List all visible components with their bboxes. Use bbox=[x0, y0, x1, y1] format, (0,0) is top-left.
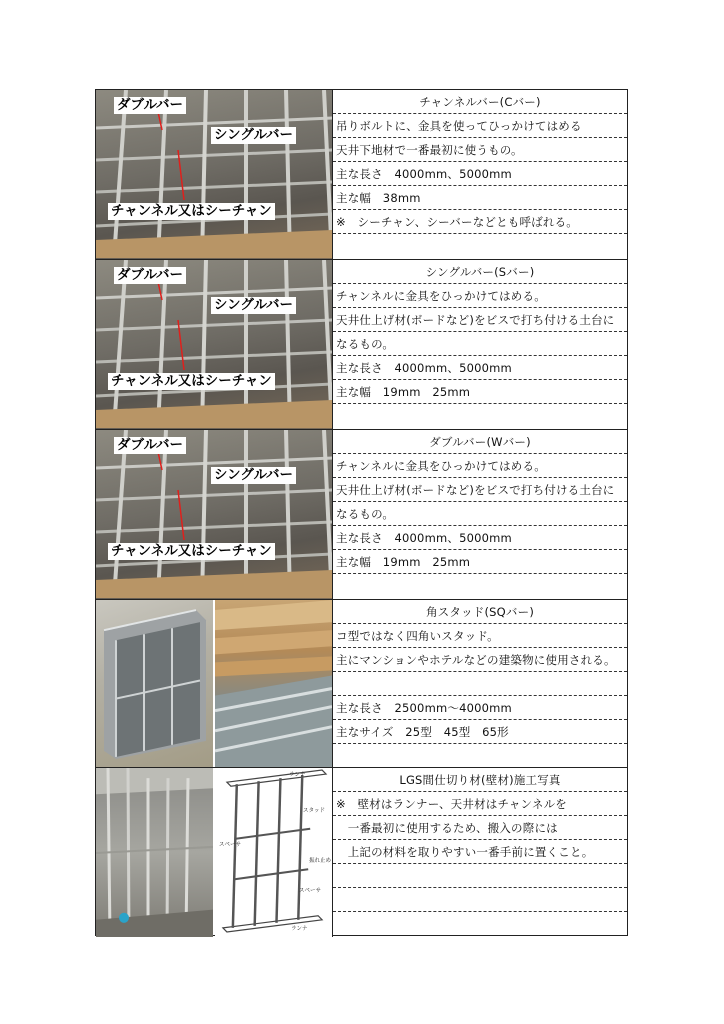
spec-line: 主な長さ 4000mm、5000mm bbox=[333, 526, 627, 550]
spec-line: なるもの。 bbox=[333, 332, 627, 356]
section-title: LGS間仕切り材(壁材)施工写真 bbox=[333, 768, 627, 792]
stud-photos bbox=[96, 600, 333, 767]
label-channel: チャンネル又はシーチャン bbox=[108, 203, 275, 220]
ceiling-photo-channel bbox=[96, 90, 333, 259]
spec-line: なるもの。 bbox=[333, 502, 627, 526]
spec-line bbox=[333, 864, 627, 888]
spec-line: 主な長さ 2500mm～4000mm bbox=[333, 696, 627, 720]
section-square-stud bbox=[96, 600, 627, 768]
spec-line: 上記の材料を取りやすい一番手前に置くこと。 bbox=[333, 840, 627, 864]
spec-rows bbox=[333, 430, 627, 599]
diagram-label-spacer: スペーサ bbox=[299, 888, 322, 894]
spec-line: 主な幅 38mm bbox=[333, 186, 627, 210]
spec-line bbox=[333, 888, 627, 912]
label-channel: チャンネル又はシーチャン bbox=[108, 373, 275, 390]
section-title: ダブルバー(Wバー) bbox=[333, 430, 627, 454]
diagram-label-runner-top: ランナ bbox=[289, 772, 306, 778]
spec-rows bbox=[333, 768, 627, 937]
section-lgs-partition bbox=[96, 768, 627, 937]
lgs-photos bbox=[96, 768, 333, 937]
spec-line: 一番最初に使用するため、搬入の際には bbox=[333, 816, 627, 840]
spec-line bbox=[333, 574, 627, 598]
spec-line bbox=[333, 672, 627, 696]
spec-line: チャンネルに金具をひっかけてはめる。 bbox=[333, 454, 627, 478]
lgs-construction-photo bbox=[96, 768, 213, 937]
spec-line: ※ 壁材はランナー、天井材はチャンネルを bbox=[333, 792, 627, 816]
square-stud-stack-photo bbox=[96, 600, 213, 767]
label-channel: チャンネル又はシーチャン bbox=[108, 543, 275, 560]
spec-line: 主にマンションやホテルなどの建築物に使用される。 bbox=[333, 648, 627, 672]
square-stud-storage-photo bbox=[215, 600, 332, 767]
label-single-bar: シングルバー bbox=[211, 297, 296, 314]
diagram-label-stud: スタッド bbox=[303, 808, 326, 814]
label-double-bar: ダブルバー bbox=[114, 267, 186, 284]
label-single-bar: シングルバー bbox=[211, 467, 296, 484]
section-channel-bar bbox=[96, 90, 627, 260]
spec-line bbox=[333, 912, 627, 936]
diagram-label-opening-reinforcement: 振れ止め bbox=[309, 858, 332, 864]
spec-line: 天井仕上げ材(ボードなど)をビスで打ち付ける土台に bbox=[333, 478, 627, 502]
spec-line: 主なサイズ 25型 45型 65形 bbox=[333, 720, 627, 744]
spec-rows bbox=[333, 600, 627, 767]
spec-line bbox=[333, 234, 627, 258]
spec-rows bbox=[333, 90, 627, 259]
label-double-bar: ダブルバー bbox=[114, 97, 186, 114]
spec-line: 天井仕上げ材(ボードなど)をビスで打ち付ける土台に bbox=[333, 308, 627, 332]
section-title: チャンネルバー(Cバー) bbox=[333, 90, 627, 114]
spec-line: 天井下地材で一番最初に使うもの。 bbox=[333, 138, 627, 162]
material-sheet bbox=[95, 89, 628, 936]
spec-line: 主な長さ 4000mm、5000mm bbox=[333, 356, 627, 380]
spec-line bbox=[333, 744, 627, 768]
section-single-bar bbox=[96, 260, 627, 430]
label-single-bar: シングルバー bbox=[211, 127, 296, 144]
section-title: 角スタッド(SQバー) bbox=[333, 600, 627, 624]
ceiling-photo-single bbox=[96, 260, 333, 429]
section-title: シングルバー(Sバー) bbox=[333, 260, 627, 284]
spec-line: ※ シーチャン、シーバーなどとも呼ばれる。 bbox=[333, 210, 627, 234]
diagram-label-runner-bottom: ランナ bbox=[291, 926, 308, 932]
spec-line bbox=[333, 404, 627, 428]
spec-line: コ型ではなく四角いスタッド。 bbox=[333, 624, 627, 648]
section-double-bar bbox=[96, 430, 627, 600]
diagram-label-spacer-left: スペーサ bbox=[219, 842, 242, 848]
spec-line: 主な幅 19mm 25mm bbox=[333, 550, 627, 574]
spec-line: 主な幅 19mm 25mm bbox=[333, 380, 627, 404]
spec-rows bbox=[333, 260, 627, 429]
label-double-bar: ダブルバー bbox=[114, 437, 186, 454]
lgs-frame-diagram bbox=[215, 768, 332, 937]
ceiling-photo-double bbox=[96, 430, 333, 599]
spec-line: チャンネルに金具をひっかけてはめる。 bbox=[333, 284, 627, 308]
spec-line: 吊りボルトに、金具を使ってひっかけてはめる bbox=[333, 114, 627, 138]
spec-line: 主な長さ 4000mm、5000mm bbox=[333, 162, 627, 186]
